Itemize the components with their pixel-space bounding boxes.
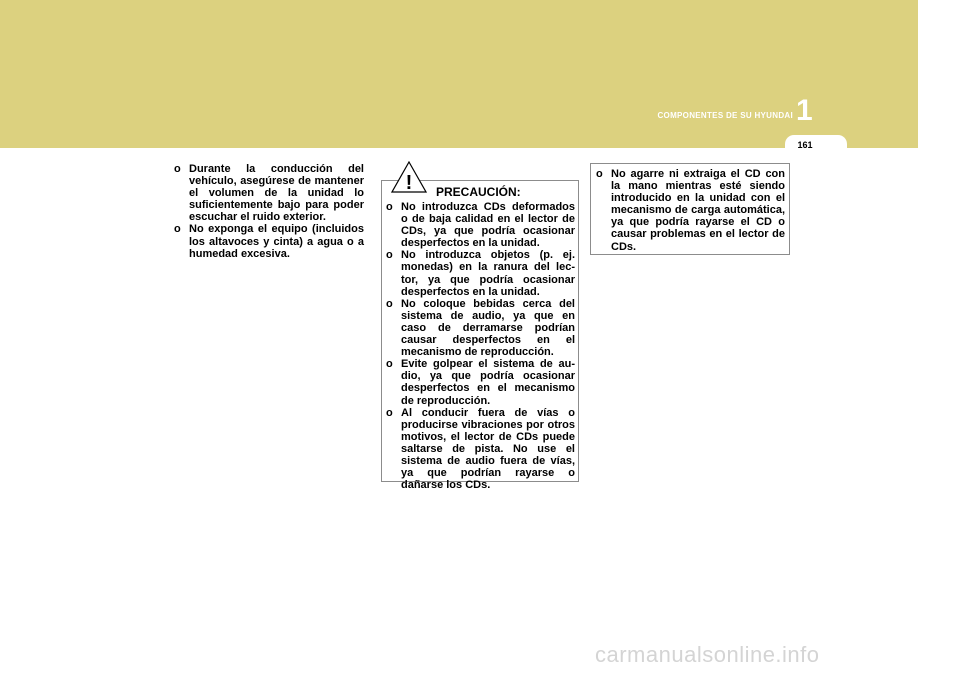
bullet-mark: o xyxy=(174,223,181,236)
list-item-text: No coloque bebidas cerca del sistema de audio, ya que en caso de derramarse podrían causar desperfectos en el mecanismo de reproducción. xyxy=(401,297,575,359)
right-column xyxy=(596,168,785,253)
list-item xyxy=(174,223,364,259)
bullet-mark: o xyxy=(174,163,181,175)
header-band xyxy=(0,0,918,148)
chapter-number: 1 xyxy=(796,94,813,127)
list-item-text: Al conducir fuera de vías o producirse vibraciones por otros motivos, el lector de CDs puede saltarse de pista. No use el sistema de audio fuera de vías, ya que podrían rayarse o dañarse los CDs. xyxy=(401,406,575,492)
caution-title: PRECAUCIÓN: xyxy=(436,185,521,199)
list-item-text: No introduzca objetos (p. ej. monedas) en la ranura del lec-tor, ya que podría ocasionar desperfectos en la unidad. xyxy=(401,249,575,298)
warning-triangle-icon xyxy=(391,161,427,193)
list-item-text: No agarre ni extraiga el CD con la mano mientras esté siendo introducido en la unidad con el mecanismo de carga automática, ya que podría rayarse el CD o causar problemas en el lector de CDs. xyxy=(611,168,785,253)
bullet-mark: o xyxy=(386,297,393,310)
bullet-mark: o xyxy=(386,358,393,371)
list-item xyxy=(596,168,785,253)
list-item xyxy=(386,298,575,358)
list-item xyxy=(386,407,575,492)
list-item xyxy=(174,163,364,223)
caution-list xyxy=(386,201,575,491)
bullet-mark: o xyxy=(386,406,393,419)
list-item xyxy=(386,201,575,249)
list-item-text: Evite golpear el sistema de au-dio, ya que podría ocasionar desperfectos en el mecanismo de reproducción. xyxy=(401,358,575,407)
list-item-text: Durante la conducción del vehículo, asegúrese de mantener el volumen de la unidad lo suficientemente bajo para poder escuchar el ruido exterior. xyxy=(189,163,364,224)
left-column xyxy=(174,163,364,260)
bullet-mark: o xyxy=(386,201,393,213)
page-number: 161 xyxy=(797,140,813,150)
list-item-text: No exponga el equipo (incluidos los altavoces y cinta) a agua o a humedad excesiva. xyxy=(189,223,364,260)
bullet-mark: o xyxy=(596,168,603,180)
list-item-text: No introduzca CDs deformados o de baja calidad en el lector de CDs, ya que podría ocasionar desperfectos en la unidad. xyxy=(401,201,575,250)
bullet-mark: o xyxy=(386,249,393,262)
watermark: carmanualsonline.info xyxy=(595,642,820,667)
warning-symbol: ! xyxy=(405,172,413,193)
section-title: COMPONENTES DE SU HYUNDAI xyxy=(657,111,793,120)
list-item xyxy=(386,249,575,297)
list-item xyxy=(386,358,575,406)
